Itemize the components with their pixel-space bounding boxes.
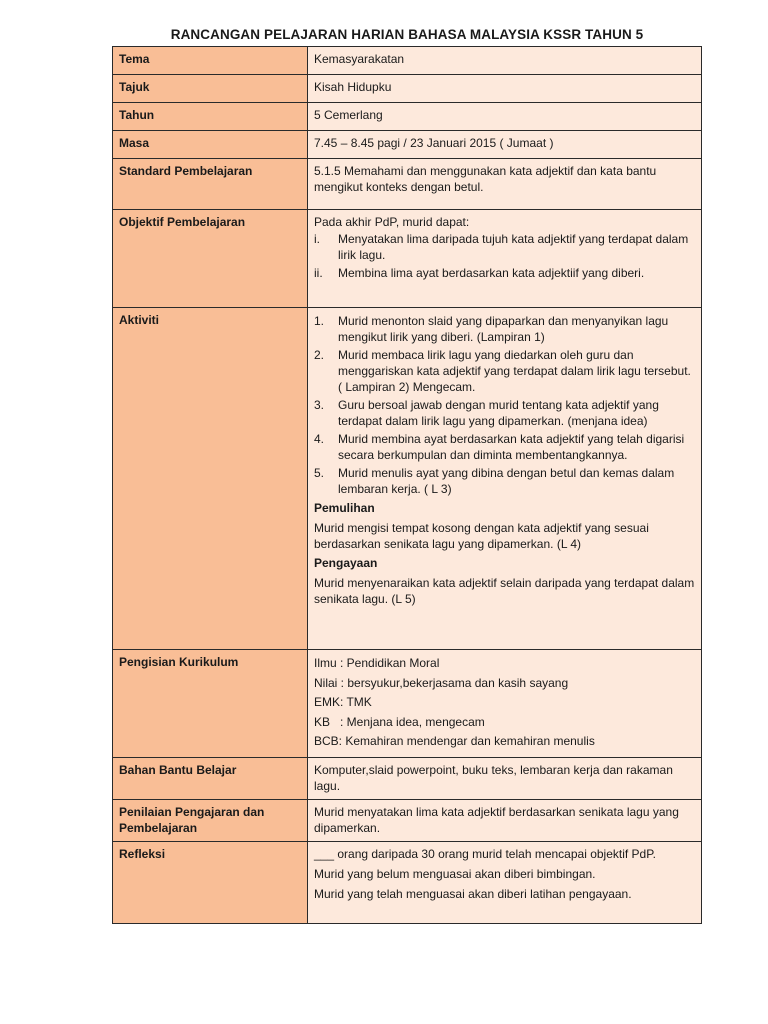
value-refleksi bbox=[308, 841, 702, 923]
aktiviti-item bbox=[314, 347, 695, 395]
objektif-item-text: Membina lima ayat berdasarkan kata adjektiif yang diberi. bbox=[338, 266, 645, 280]
page-title: RANCANGAN PELAJARAN HARIAN BAHASA MALAYSIA KSSR TAHUN 5 bbox=[170, 27, 644, 42]
row-bahan bbox=[113, 757, 702, 799]
pemulihan-text: Murid mengisi tempat kosong dengan kata adjektif yang sesuai berdasarkan senikata lagu yang dipamerkan. (L 4) bbox=[314, 521, 649, 551]
label-aktiviti: Aktiviti bbox=[113, 308, 308, 650]
label-refleksi: Refleksi bbox=[113, 841, 308, 923]
value-aktiviti bbox=[308, 308, 702, 650]
value-objektif bbox=[308, 210, 702, 308]
kurikulum-line: KB : Menjana idea, mengecam bbox=[314, 714, 485, 729]
objektif-item bbox=[314, 265, 695, 281]
aktiviti-item-num: 3. bbox=[314, 398, 325, 412]
kurikulum-line: EMK: TMK bbox=[314, 695, 372, 709]
kurikulum-line: Nilai : bersyukur,bekerjasama dan kasih sayang bbox=[314, 675, 569, 690]
objektif-item-num: i. bbox=[314, 232, 320, 246]
row-standard bbox=[113, 159, 702, 210]
kurikulum-line: BCB: Kemahiran mendengar dan kemahiran menulis bbox=[314, 734, 595, 748]
value-kurikulum bbox=[308, 650, 702, 758]
label-kurikulum: Pengisian Kurikulum bbox=[113, 650, 308, 758]
row-tajuk bbox=[113, 75, 702, 103]
value-tema: Kemasyarakatan bbox=[308, 47, 702, 75]
label-tajuk: Tajuk bbox=[113, 75, 308, 103]
label-tahun: Tahun bbox=[113, 103, 308, 131]
aktiviti-item-num: 2. bbox=[314, 348, 325, 362]
label-tema: Tema bbox=[113, 47, 308, 75]
aktiviti-item-num: 1. bbox=[314, 314, 325, 328]
objektif-item-text: Menyatakan lima daripada tujuh kata adjektif yang terdapat dalam lirik lagu. bbox=[338, 232, 689, 262]
row-kurikulum bbox=[113, 650, 702, 758]
row-aktiviti bbox=[113, 308, 702, 650]
label-penilaian: Penilaian Pengajaran dan Pembelajaran bbox=[113, 799, 308, 841]
row-refleksi bbox=[113, 841, 702, 923]
aktiviti-item-num: 4. bbox=[314, 432, 325, 446]
lesson-plan-table bbox=[112, 46, 702, 924]
row-masa bbox=[113, 131, 702, 159]
value-tajuk: Kisah Hidupku bbox=[308, 75, 702, 103]
aktiviti-item-text: Guru bersoal jawab dengan murid tentang kata adjektif yang terdapat dalam lirik lagu yang dipamerkan. (menjana idea) bbox=[338, 398, 659, 428]
aktiviti-item bbox=[314, 397, 695, 429]
aktiviti-item-text: Murid menonton slaid yang dipaparkan dan menyanyikan lagu mengikut lirik yang diberi. (Lampiran 1) bbox=[338, 314, 669, 344]
label-masa: Masa bbox=[113, 131, 308, 159]
aktiviti-item-text: Murid membaca lirik lagu yang diedarkan oleh guru dan menggariskan kata adjektif yang terdapat dalam lirik lagu tersebut. ( Lampiran 2) Mengecam. bbox=[338, 348, 691, 394]
value-tahun: 5 Cemerlang bbox=[308, 103, 702, 131]
pemulihan-heading: Pemulihan bbox=[314, 501, 375, 515]
row-tahun bbox=[113, 103, 702, 131]
pengayaan-text: Murid menyenaraikan kata adjektif selain daripada yang terdapat dalam senikata lagu. (L 5) bbox=[314, 576, 695, 606]
value-penilaian: Murid menyatakan lima kata adjektif berdasarkan senikata lagu yang dipamerkan. bbox=[308, 799, 702, 841]
refleksi-line: ___ orang daripada 30 orang murid telah mencapai objektif PdP. bbox=[314, 846, 657, 861]
objektif-item bbox=[314, 231, 695, 263]
label-bahan: Bahan Bantu Belajar bbox=[113, 757, 308, 799]
aktiviti-item-text: Murid membina ayat berdasarkan kata adjektif yang telah digarisi secara berkumpulan dan diminta membentangkannya. bbox=[338, 432, 685, 462]
aktiviti-item bbox=[314, 313, 695, 345]
objektif-intro: Pada akhir PdP, murid dapat: bbox=[314, 215, 470, 229]
objektif-item-num: ii. bbox=[314, 266, 323, 280]
value-masa: 7.45 – 8.45 pagi / 23 Januari 2015 ( Jumaat ) bbox=[308, 131, 702, 159]
row-tema bbox=[113, 47, 702, 75]
label-standard: Standard Pembelajaran bbox=[113, 159, 308, 210]
refleksi-line: Murid yang belum menguasai akan diberi bimbingan. bbox=[314, 866, 596, 881]
kurikulum-line: Ilmu : Pendidikan Moral bbox=[314, 656, 440, 670]
value-bahan: Komputer,slaid powerpoint, buku teks, lembaran kerja dan rakaman lagu. bbox=[308, 757, 702, 799]
row-penilaian bbox=[113, 799, 702, 841]
value-standard: 5.1.5 Memahami dan menggunakan kata adjektif dan kata bantu mengikut konteks dengan betul. bbox=[308, 159, 702, 210]
aktiviti-item bbox=[314, 465, 695, 497]
row-objektif bbox=[113, 210, 702, 308]
aktiviti-item-num: 5. bbox=[314, 466, 325, 480]
aktiviti-item bbox=[314, 431, 695, 463]
label-objektif: Objektif Pembelajaran bbox=[113, 210, 308, 308]
pengayaan-heading: Pengayaan bbox=[314, 556, 378, 570]
aktiviti-item-text: Murid menulis ayat yang dibina dengan betul dan kemas dalam lembaran kerja. ( L 3) bbox=[338, 466, 675, 496]
refleksi-line: Murid yang telah menguasai akan diberi latihan pengayaan. bbox=[314, 886, 632, 901]
